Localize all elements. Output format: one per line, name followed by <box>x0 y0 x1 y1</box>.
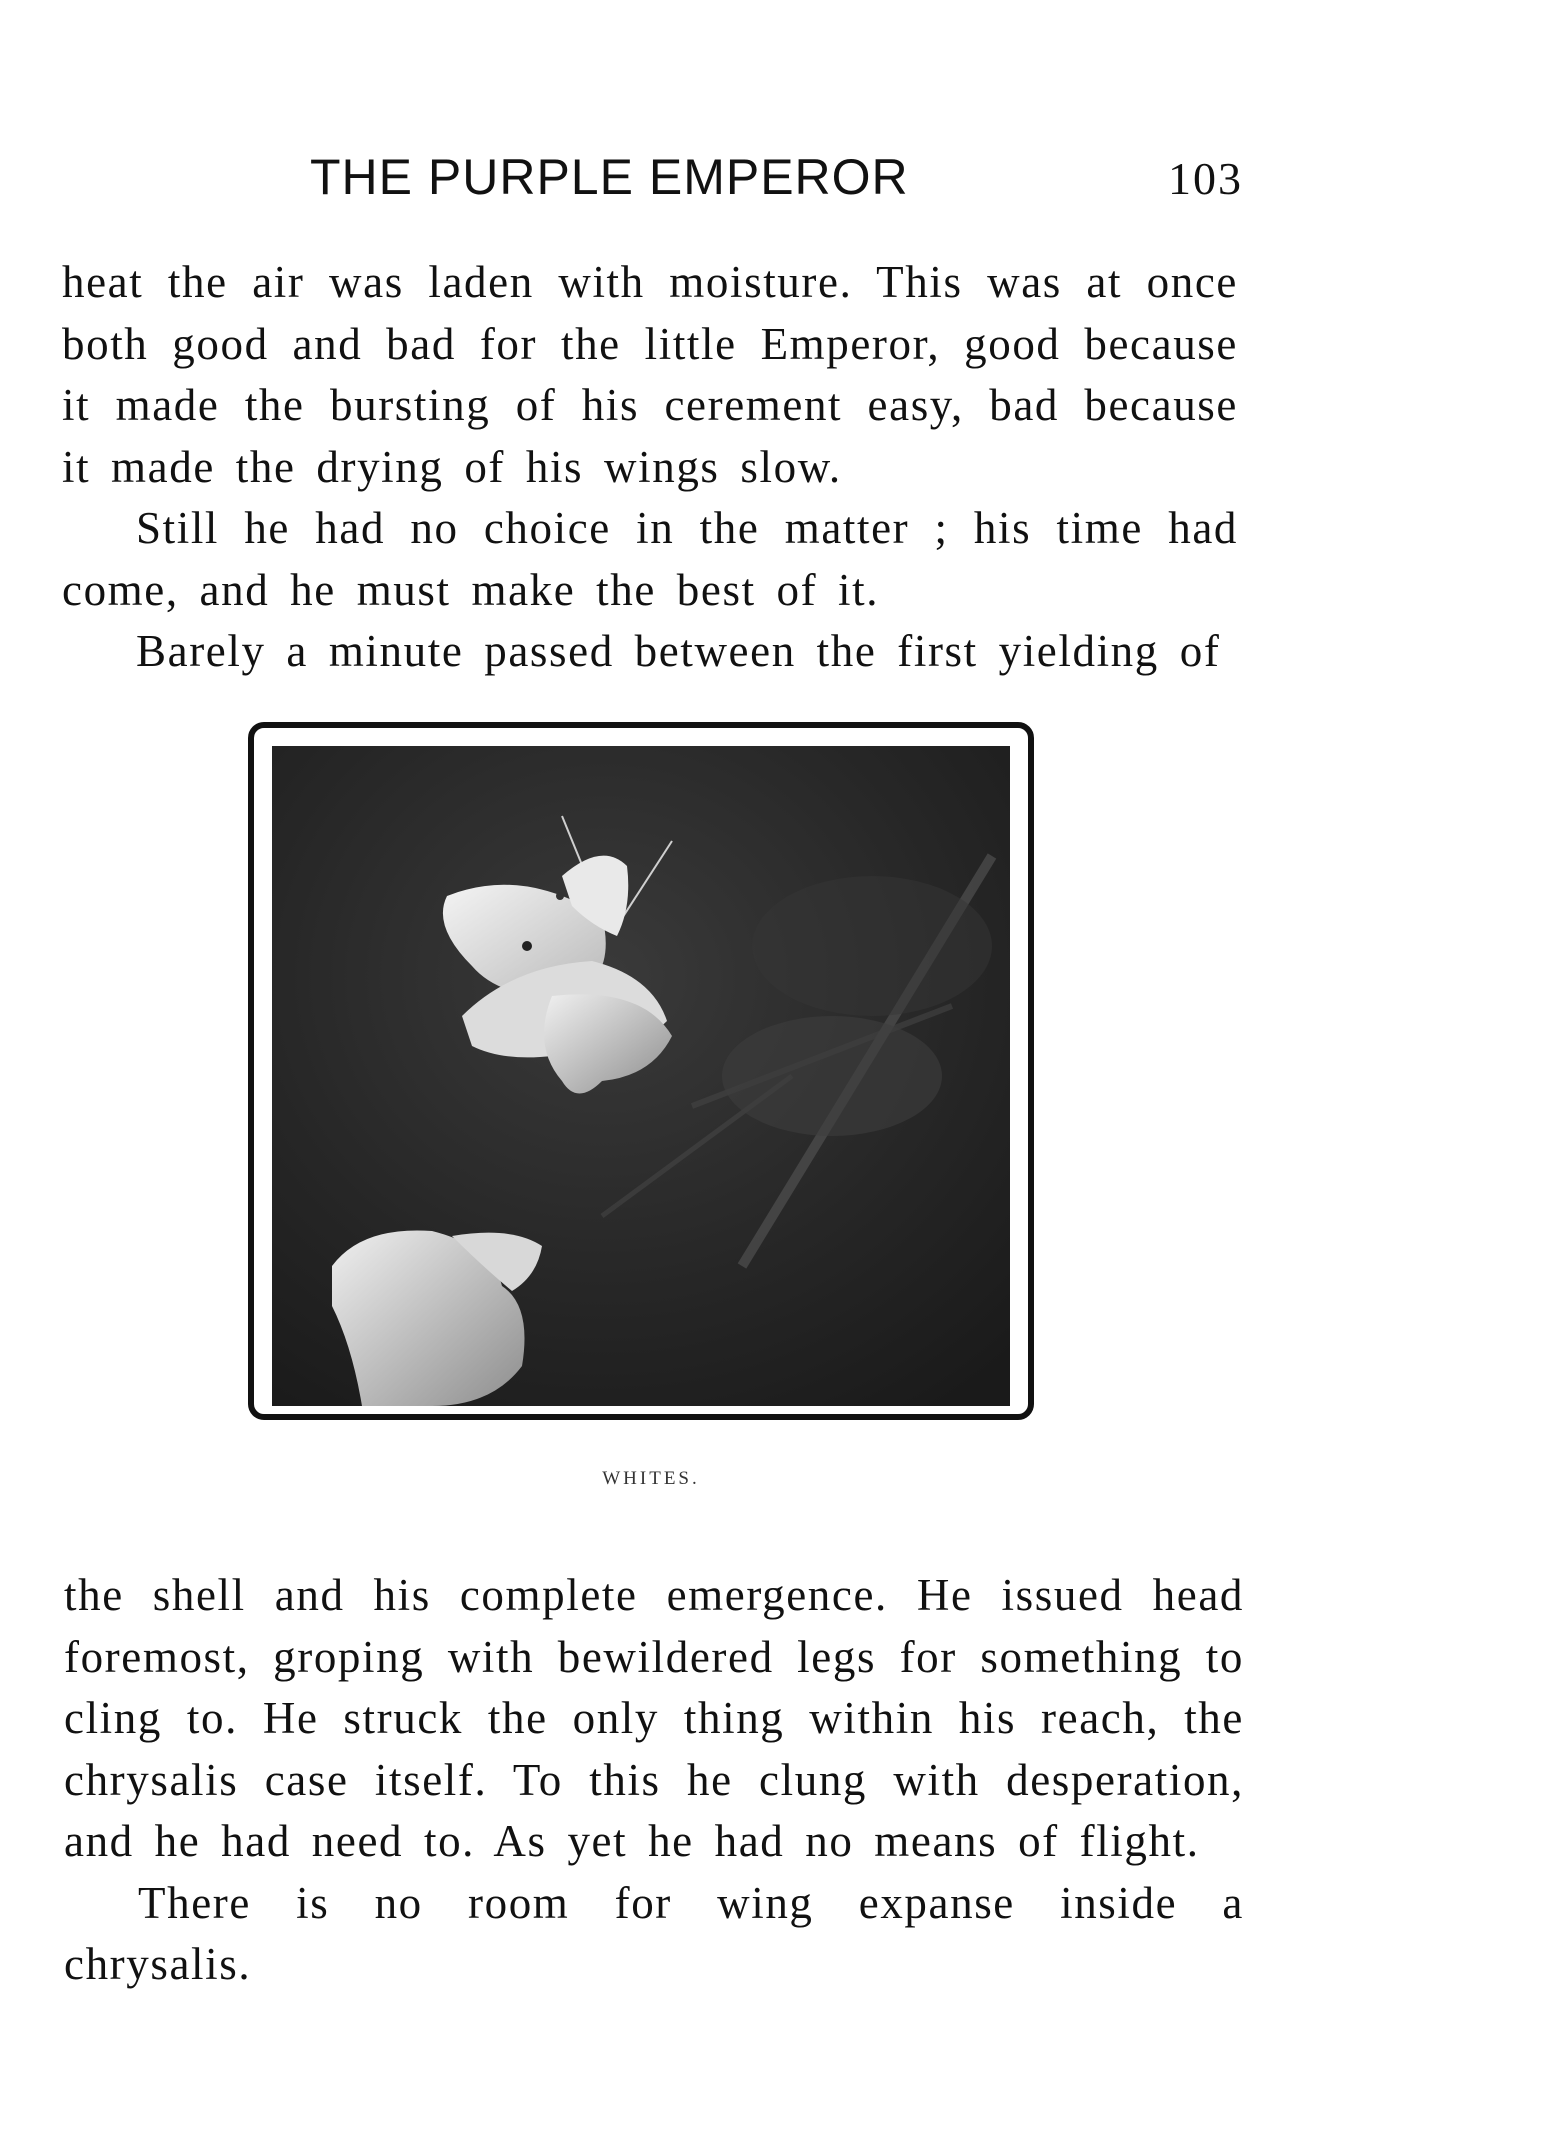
butterfly-photograph <box>272 746 1010 1406</box>
body-text-top <box>62 252 1238 683</box>
running-header-title: THE PURPLE EMPEROR <box>310 149 909 205</box>
paragraph: the shell and his complete emergence. He issued head foremost, groping with bewildered legs for something to cling to. He struck the only thing within his reach, the chrysalis case itself. To this he clung with desperation, and he had need to. As yet he had no means of flight. <box>64 1570 1244 1866</box>
figure-frame <box>248 722 1034 1420</box>
page-number: 103 <box>1168 153 1243 204</box>
figure-caption: WHITES. <box>602 1468 700 1489</box>
paragraph: Still he had no choice in the matter ; his time had come, and he must make the best of it. <box>62 503 1238 615</box>
paragraph: There is no room for wing expanse inside a chrysalis. <box>64 1877 1244 1989</box>
paragraph: heat the air was laden with moisture. This was at once both good and bad for the little Emperor, good because it made the bursting of his cerement easy, bad because it made the drying of his wings slow. <box>62 257 1238 492</box>
paragraph: Barely a minute passed between the first yielding of <box>136 626 1221 676</box>
body-text-bottom <box>64 1565 1244 1996</box>
